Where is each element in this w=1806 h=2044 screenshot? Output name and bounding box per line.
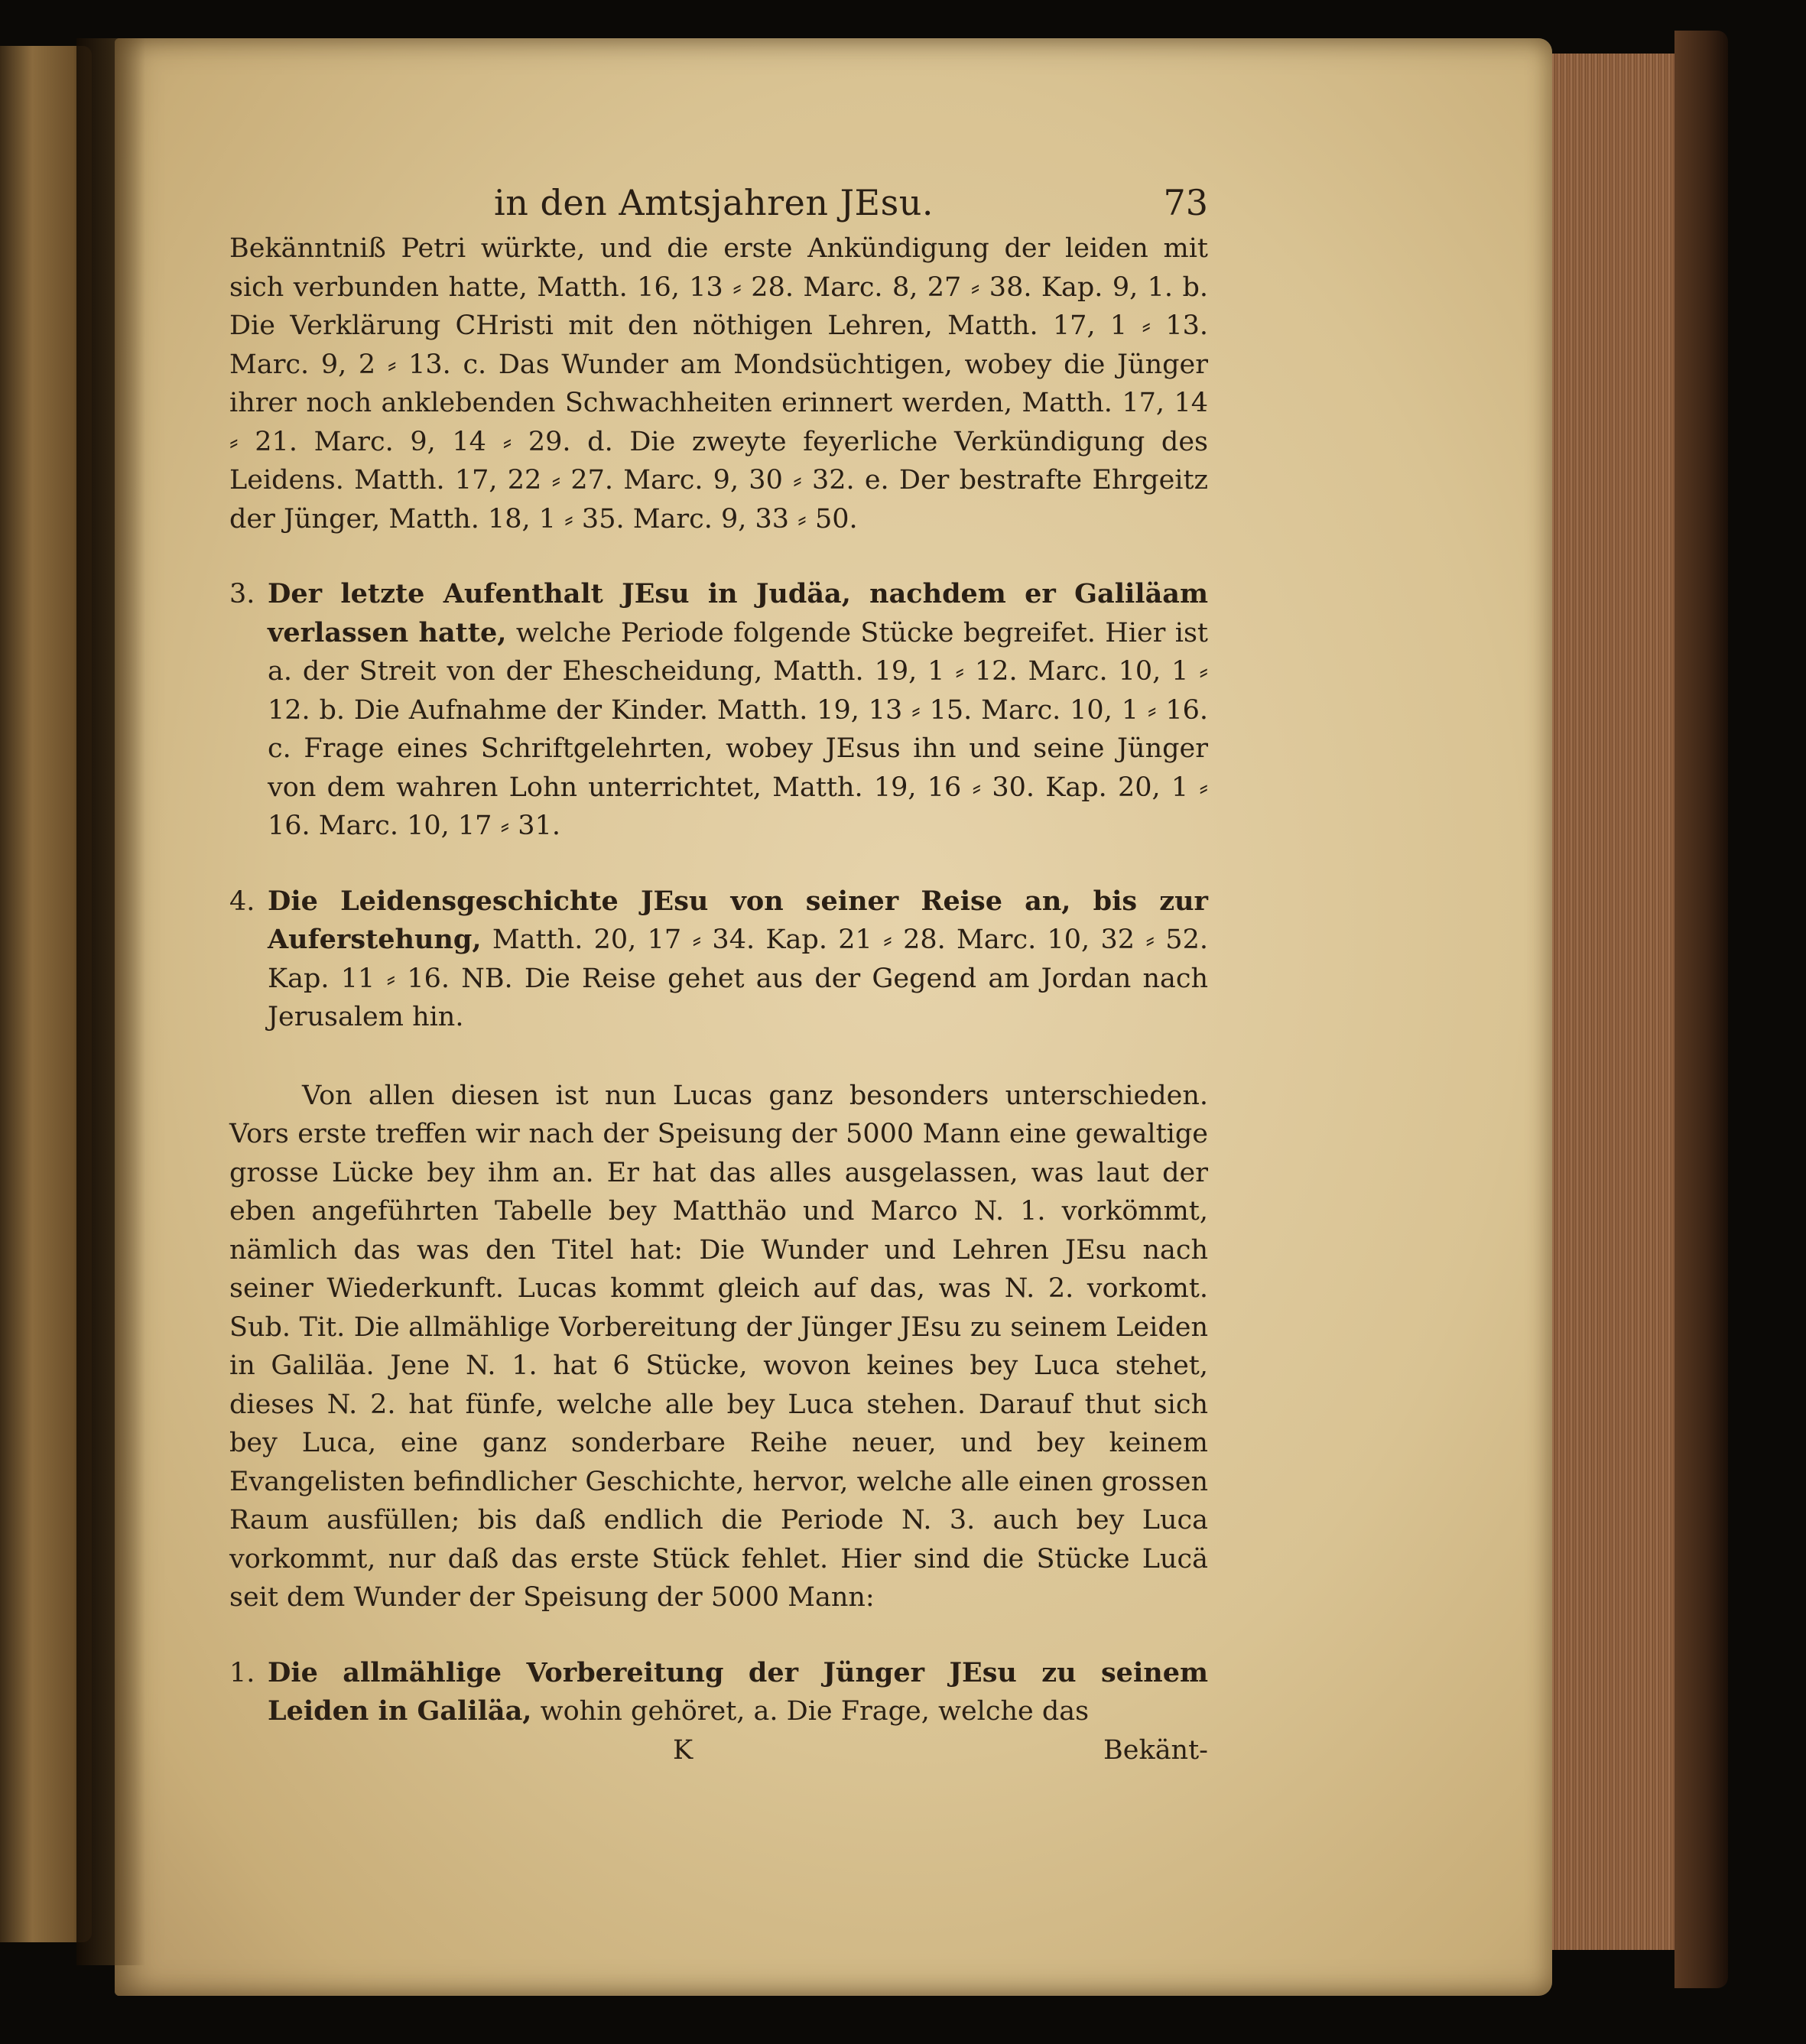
page-gutter-shadow [76,38,145,1965]
list-item-heading: Der letzte Aufenthalt JEsu in Judäa, nachdem er Galiläam verlassen hatte, [268,578,1208,648]
page-number: 73 [1163,182,1208,223]
list-item-body [268,575,1208,846]
page-fore-edge [1537,54,1697,1950]
list-item-text: welche Periode folgende Stücke begreifet. Hier ist a. der Streit von der Ehescheidung, Matth. 19, 1 ⸗ 12. Marc. 10, 1 ⸗ 12. b. Die Aufnahme der Kinder. Matth. 19, 13 ⸗ 15. Marc. 10, 1 ⸗ 16. c. Frage eines Schriftgelehrten, wobey JEsus ihn und seine Jünger von dem wahren Lohn unterrichtet, Matth. 19, 16 ⸗ 30. Kap. 20, 1 ⸗ 16. Marc. 10, 17 ⸗ 31. [268,617,1208,841]
body-paragraph: Von allen diesen ist nun Lucas ganz besonders unterschieden. Vors erste treffen wir nach der Speisung der 5000 Mann eine gewaltige grosse Lücke bey ihm an. Er hat das alles ausgelassen, was laut der eben angeführten Tabelle bey Matthäo und Marco N. 1. vorkömmt, nämlich das was den Titel hat: Die Wunder und Lehren JEsu nach seiner Wiederkunft. Lucas kommt gleich auf das, was N. 2. vorkomt. Sub. Tit. Die allmählige Vorbereitung der Jünger JEsu zu seinem Leiden in Galiläa. Jene N. 1. hat 6 Stücke, wovon keines bey Luca stehet, dieses N. 2. hat fünfe, welche alle bey Luca stehen. Darauf thut sich bey Luca, eine ganz sonderbare Reihe neuer, und bey keinem Evangelisten befindlicher Geschichte, hervor, welche alle einen grossen Raum ausfüllen; bis daß endlich die Periode N. 3. auch bey Luca vorkommt, nur daß das erste Stück fehlet. Hier sind die Stücke Lucä seit dem Wunder der Speisung der 5000 Mann: [229,1080,1208,1613]
list-item-body [268,882,1208,1037]
list-item-body [268,1654,1208,1731]
continuation-paragraph: Bekänntniß Petri würkte, und die erste Ankündigung der leiden mit sich verbunden hatte, Matth. 16, 13 ⸗ 28. Marc. 8, 27 ⸗ 38. Kap. 9, 1. b. Die Verklärung CHristi mit den nöthigen Lehren, Matth. 17, 1 ⸗ 13. Marc. 9, 2 ⸗ 13. c. Das Wunder am Mondsüchtigen, wobey die Jünger ihrer noch anklebenden Schwachheiten erinnert werden, Matth. 17, 14 ⸗ 21. Marc. 9, 14 ⸗ 29. d. Die zweyte feyerliche Verkündigung des Leidens. Matth. 17, 22 ⸗ 27. Marc. 9, 30 ⸗ 32. e. Der bestrafte Ehrgeitz der Jünger, Matth. 18, 1 ⸗ 35. Marc. 9, 33 ⸗ 50. [229,233,1208,535]
list-item-text: wohin gehöret, a. Die Frage, welche das [540,1696,1090,1727]
page-footer [229,1731,1208,1769]
list-item-text: Matth. 20, 17 ⸗ 34. Kap. 21 ⸗ 28. Marc. 10, 32 ⸗ 52. Kap. 11 ⸗ 16. NB. Die Reise gehet aus der Gegend am Jordan nach Jerusalem hin. [268,925,1208,1032]
list-number: 1. [229,1657,255,1688]
page-header [229,153,1208,229]
list-item-heading: Die Leidensgeschichte JEsu von seiner Reise an, bis zur Auferstehung, [268,885,1208,955]
list-item-4 [229,882,1208,1037]
list-item-heading: Die allmählige Vorbereitung der Jünger JEsu zu seinem Leiden in Galiläa, [268,1656,1208,1727]
list-item-1 [229,1654,1208,1731]
list-item-3 [229,575,1208,846]
catchword: Bekänt- [1103,1734,1208,1766]
signature-mark: K [673,1734,693,1766]
list-number: 3. [229,579,255,609]
list-number: 4. [229,886,255,917]
page-text [229,153,1208,1769]
running-head: in den Amtsjahren JEsu. [494,182,934,223]
book-cover-edge [1674,31,1728,1988]
